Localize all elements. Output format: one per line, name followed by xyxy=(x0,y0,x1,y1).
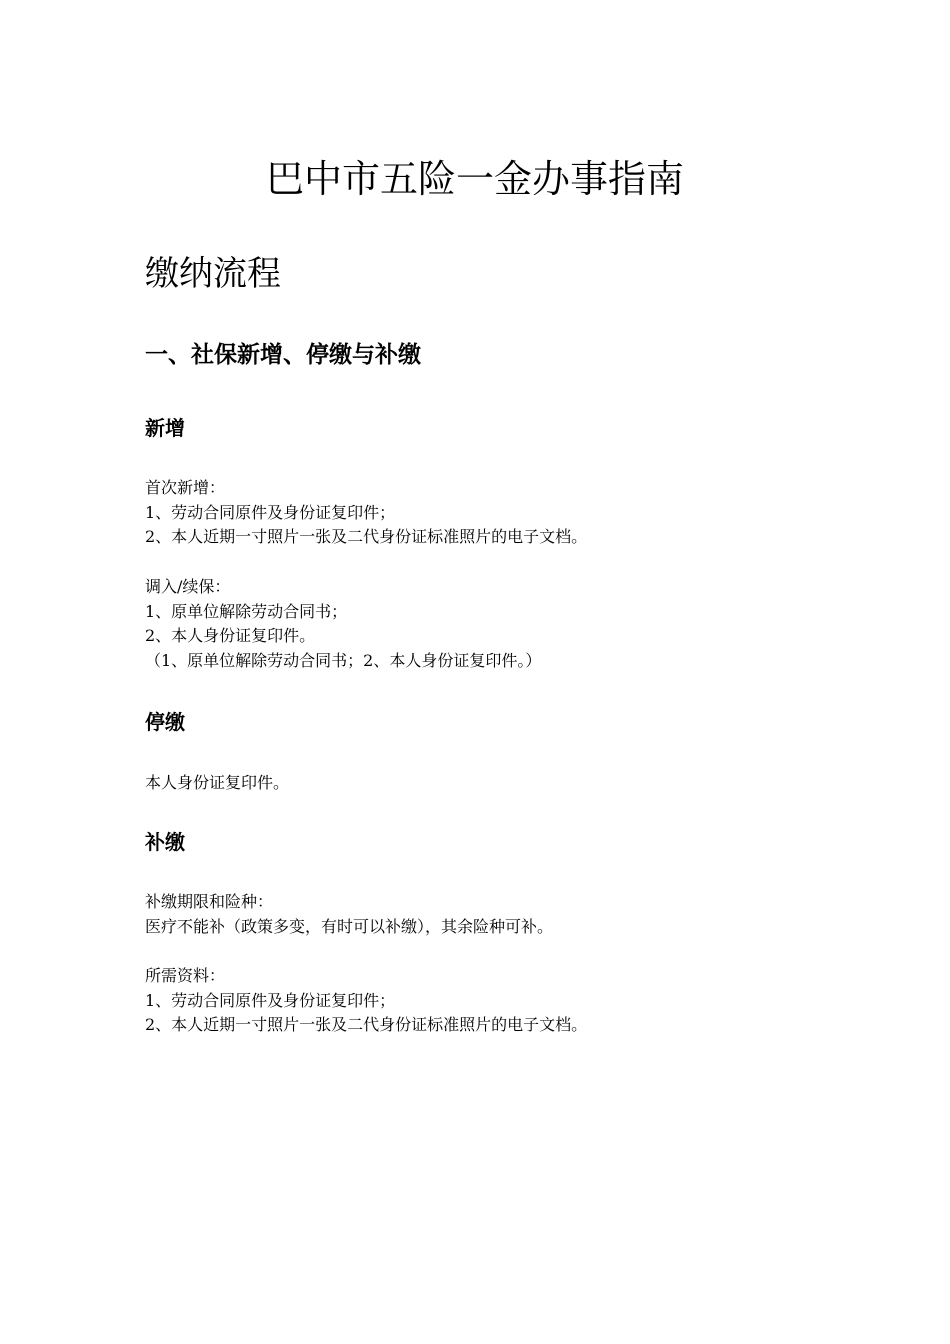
paragraph-stop xyxy=(145,771,845,796)
paragraph-line: （1、原单位解除劳动合同书；2、本人身份证复印件。） xyxy=(145,650,542,670)
paragraph-transfer-in xyxy=(145,575,845,673)
paragraph-line: 2、本人近期一寸照片一张及二代身份证标准照片的电子文档。 xyxy=(145,527,588,546)
paragraph-line: 所需资料： xyxy=(145,966,226,985)
block-heading-backpay: 补缴 xyxy=(145,830,185,854)
document-title: 巴中市五险一金办事指南 xyxy=(265,157,684,201)
paragraph-line: 1、劳动合同原件及身份证复印件； xyxy=(145,990,396,1010)
paragraph-backpay-period xyxy=(145,890,845,939)
block-heading-add: 新增 xyxy=(145,416,185,440)
block-heading-stop: 停缴 xyxy=(145,710,185,734)
paragraph-required-materials xyxy=(145,964,845,1038)
paragraph-line: 1、原单位解除劳动合同书； xyxy=(145,601,348,621)
paragraph-line: 本人身份证复印件。 xyxy=(145,773,290,792)
paragraph-line: 首次新增： xyxy=(145,478,226,497)
section-heading: 缴纳流程 xyxy=(145,254,281,294)
paragraph-line: 1、劳动合同原件及身份证复印件； xyxy=(145,502,396,522)
paragraph-line: 补缴期限和险种： xyxy=(145,892,274,911)
paragraph-first-add xyxy=(145,476,845,550)
paragraph-line: 2、本人近期一寸照片一张及二代身份证标准照片的电子文档。 xyxy=(145,1015,588,1034)
paragraph-line: 2、本人身份证复印件。 xyxy=(145,626,316,645)
paragraph-line: 医疗不能补（政策多变，有时可以补缴），其余险种可补。 xyxy=(145,916,554,936)
subsection-heading: 一、社保新增、停缴与补缴 xyxy=(145,342,421,368)
paragraph-line: 调入/续保： xyxy=(145,577,231,596)
